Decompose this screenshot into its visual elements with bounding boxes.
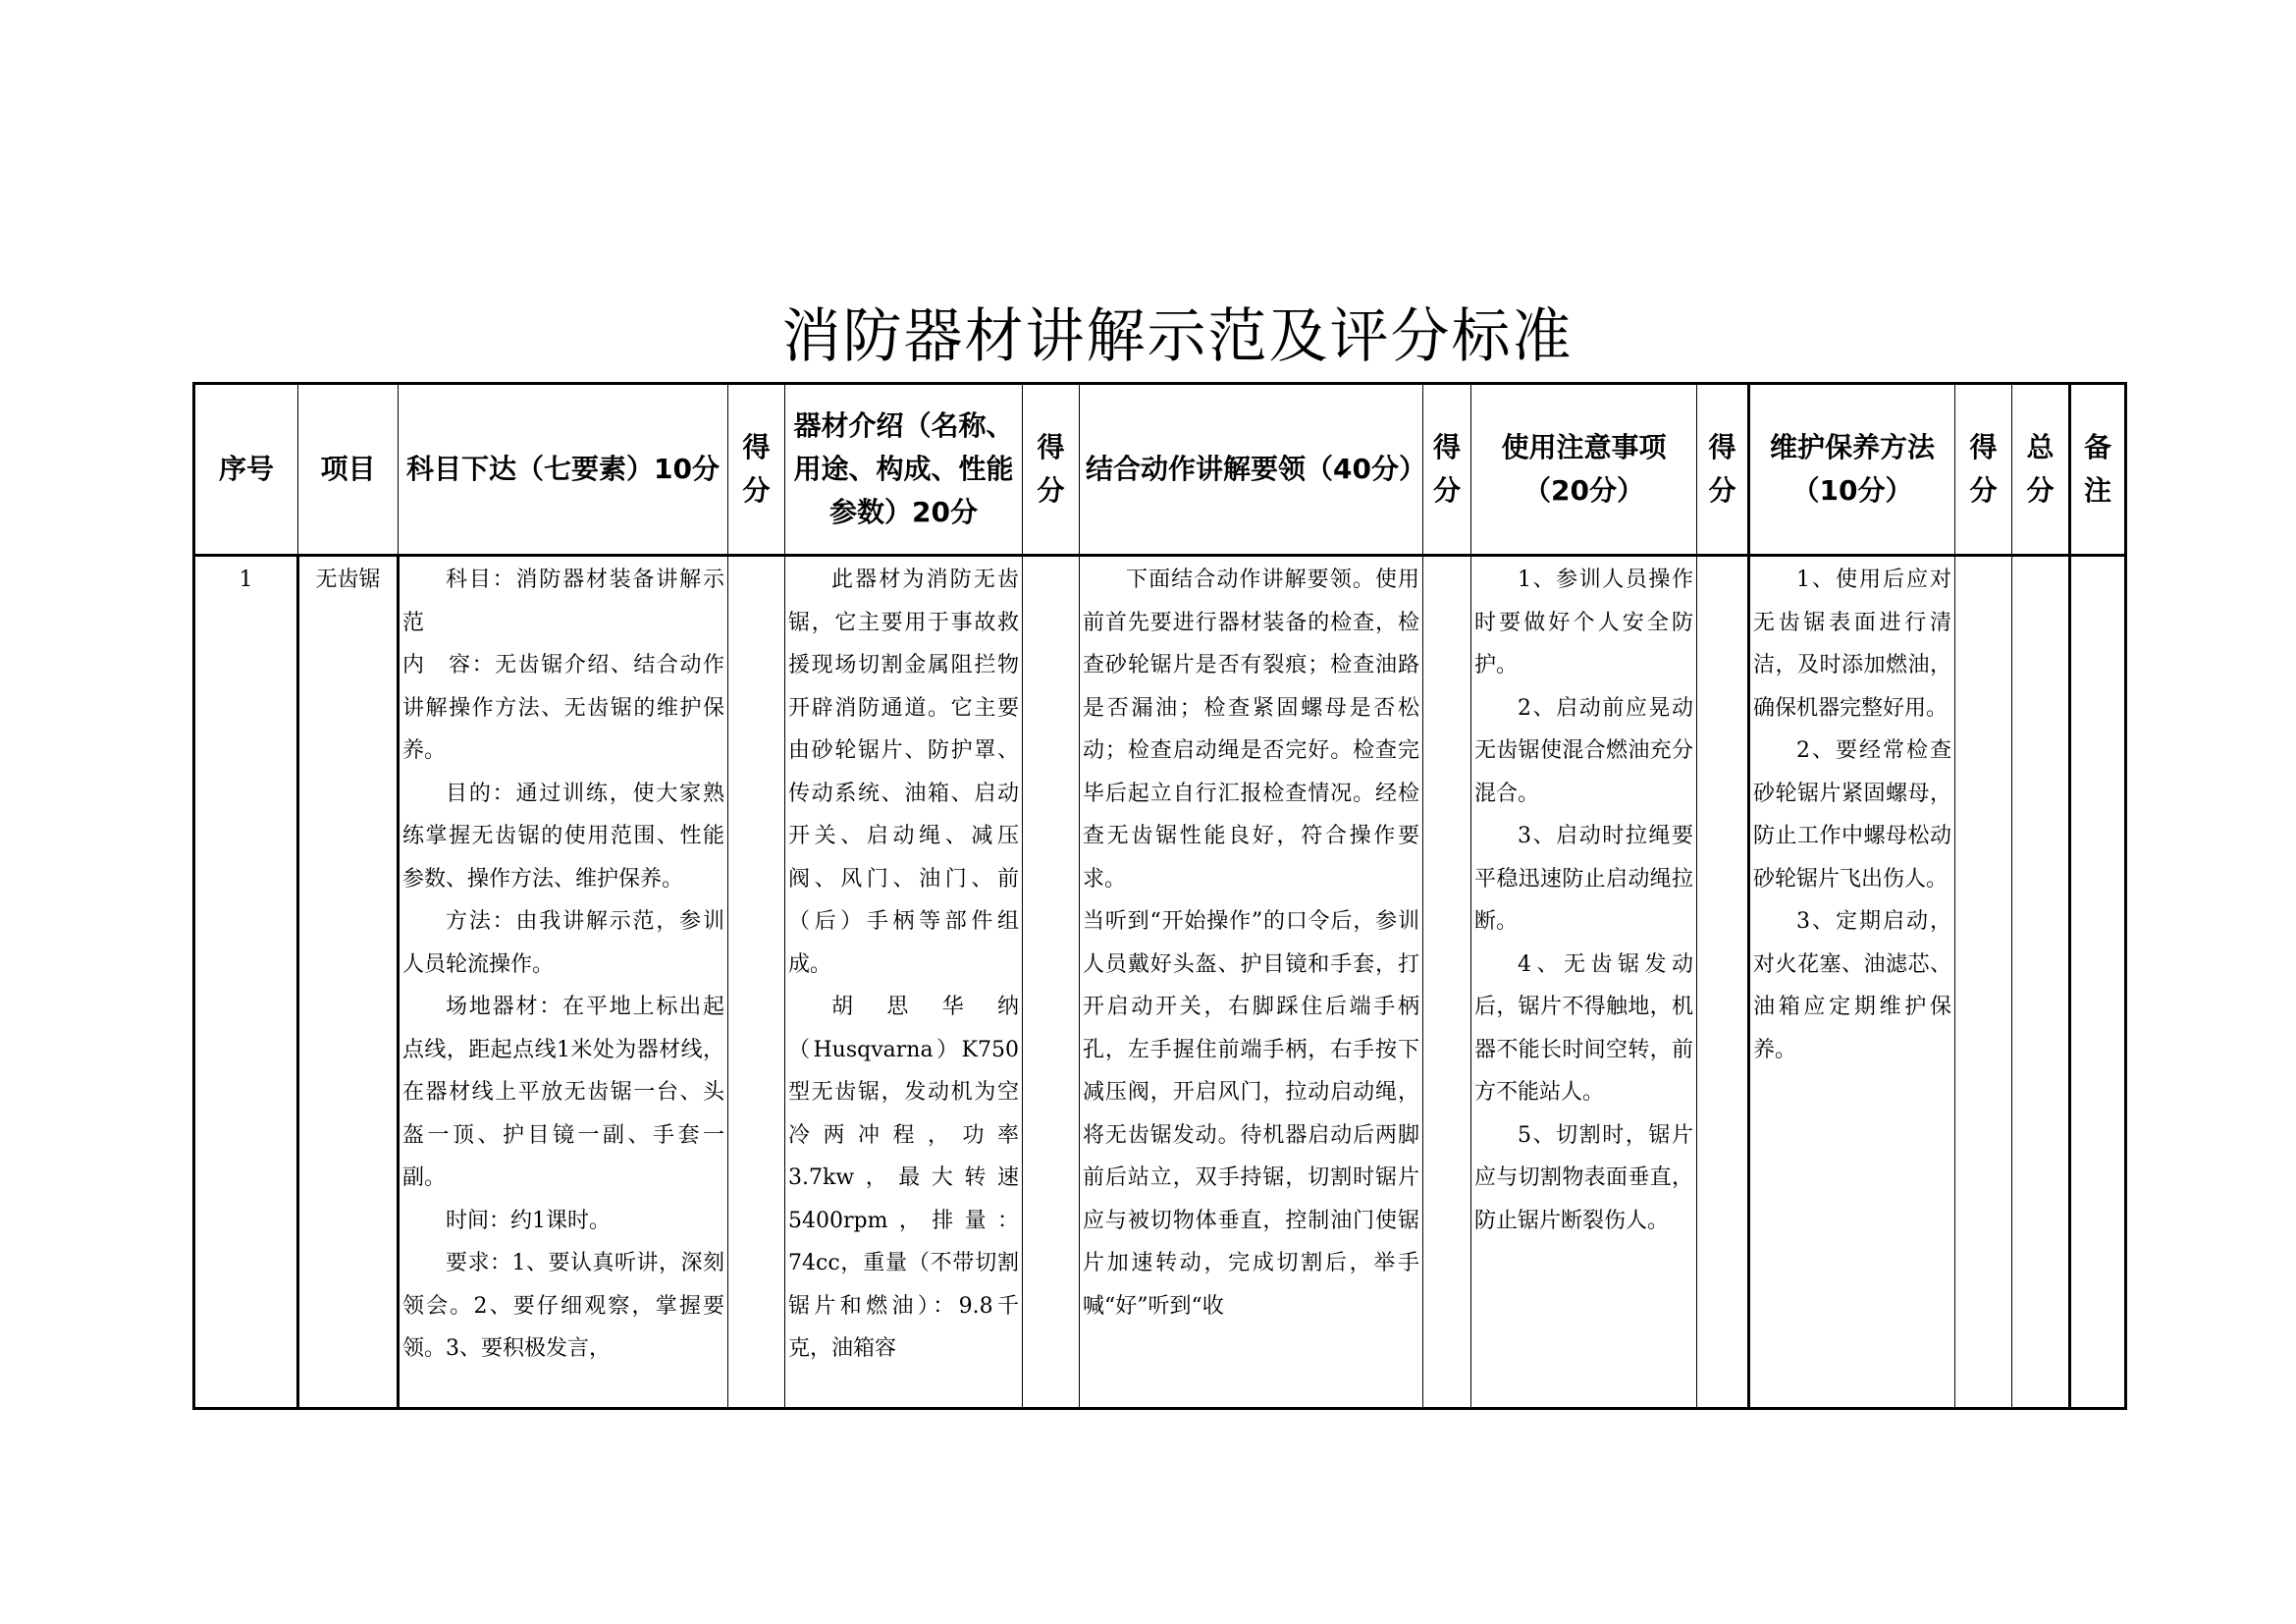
paragraph: 3、启动时拉绳要平稳迅速防止启动绳拉断。 (1474, 824, 1693, 934)
cell-precautions-score (1697, 556, 1749, 1409)
cell-remarks (2070, 556, 2126, 1409)
cell-subject-score (728, 556, 785, 1409)
paragraph: 下面结合动作讲解要领。使用前首先要进行器材装备的检查，检查砂轮锯片是否有裂痕；检查油路是否漏油；检查紧固螺母是否松动；检查启动绳是否完好。检查完毕后起立自行汇报检查情况。经检查无齿锯性能良好，符合操作要求。 (1083, 568, 1419, 892)
paragraph: 时间：约1课时。 (446, 1208, 611, 1233)
scoring-table (192, 382, 2127, 1410)
header-maintenance-score: 得分 (1955, 384, 2012, 556)
header-precautions-score: 得分 (1697, 384, 1749, 556)
paragraph: 1、使用后应对无齿锯表面进行清洁，及时添加燃油，确保机器完整好用。 (1753, 568, 1951, 721)
header-item: 项目 (298, 384, 399, 556)
paragraph: 方法：由我讲解示范，参训人员轮流操作。 (402, 909, 724, 977)
paragraph: 4、无齿锯发动后，锯片不得触地，机器不能长时间空转，前方不能站人。 (1474, 951, 1693, 1105)
cell-item: 无齿锯 (298, 556, 399, 1409)
paragraph: 1、参训人员操作时要做好个人安全防护。 (1474, 568, 1693, 677)
header-subject: 科目下达（七要素）10分 (399, 384, 728, 556)
paragraph: 场地器材：在平地上标出起点线，距起点线1米处为器材线，在器材线上平放无齿锯一台、头盔一顶、护目镜一副、手套一副。 (402, 995, 724, 1190)
cell-equipment (785, 556, 1023, 1409)
header-action: 结合动作讲解要领（40分） (1080, 384, 1423, 556)
cell-index: 1 (194, 556, 298, 1409)
subject-text (400, 557, 727, 1407)
paragraph: 当听到“开始操作”的口令后，参训人员戴好头盔、护目镜和手套，打开启动开关，右脚踩住后端手柄孔，左手握住前端手柄，右手按下减压阀，开启风门，拉动启动绳，将无齿锯发动。待机器启动后两脚前后站立，双手持锯，切割时锯片应与被切物体垂直，控制油门使锯片加速转动，完成切割后，举手喊“好”听到“收 (1083, 909, 1419, 1319)
header-equipment-score: 得分 (1023, 384, 1080, 556)
header-subject-score: 得分 (728, 384, 785, 556)
paragraph: 此器材为消防无齿锯，它主要用于事故救援现场切割金属阻拦物开辟消防通道。它主要由砂轮锯片、防护罩、传动系统、油箱、启动开关、启动绳、减压阀、风门、油门、前（后）手柄等部件组成。 (788, 568, 1019, 977)
equipment-text (785, 557, 1022, 1407)
paragraph: 内 容：无齿锯介绍、结合动作讲解操作方法、无齿锯的维护保养。 (402, 653, 724, 763)
paragraph: 要求：1、要认真听讲，深刻领会。2、要仔细观察，掌握要领。3、要积极发言， (402, 1251, 724, 1361)
paragraph: 科目：消防器材装备讲解示范 (402, 568, 724, 635)
cell-maintenance-score (1955, 556, 2012, 1409)
cell-subject (399, 556, 728, 1409)
paragraph: 2、启动前应晃动无齿锯使混合燃油充分混合。 (1474, 695, 1693, 806)
header-row (194, 384, 2126, 556)
paragraph: 胡思华纳（Husqvarna）K750型无齿锯，发动机为空冷两冲程，功率3.7kw，最大转速5400rpm，排量：74cc，重量（不带切割锯片和燃油）：9.8千克，油箱容 (788, 995, 1019, 1361)
header-remarks: 备注 (2070, 384, 2126, 556)
paragraph: 5、切割时，锯片应与切割物表面垂直，防止锯片断裂伤人。 (1474, 1122, 1693, 1233)
header-total: 总分 (2012, 384, 2070, 556)
paragraph: 2、要经常检查砂轮锯片紧固螺母，防止工作中螺母松动砂轮锯片飞出伤人。 (1753, 738, 1951, 892)
header-index: 序号 (194, 384, 298, 556)
action-text (1080, 557, 1422, 1407)
header-precautions: 使用注意事项（20分） (1471, 384, 1697, 556)
paragraph: 3、定期启动，对火花塞、油滤芯、油箱应定期维护保养。 (1753, 909, 1951, 1062)
header-maintenance: 维护保养方法（10分） (1749, 384, 1955, 556)
precautions-text (1471, 557, 1696, 1407)
cell-maintenance (1749, 556, 1955, 1409)
header-action-score: 得分 (1423, 384, 1471, 556)
cell-total-score (2012, 556, 2070, 1409)
cell-action-score (1423, 556, 1471, 1409)
header-equipment: 器材介绍（名称、用途、构成、性能参数）20分 (785, 384, 1023, 556)
paragraph: 目的：通过训练，使大家熟练掌握无齿锯的使用范围、性能参数、操作方法、维护保养。 (402, 781, 724, 892)
cell-precautions (1471, 556, 1697, 1409)
cell-action (1080, 556, 1423, 1409)
maintenance-text (1750, 557, 1954, 1407)
page-title: 消防器材讲解示范及评分标准 (781, 302, 1574, 371)
table-row (194, 556, 2126, 1409)
cell-equipment-score (1023, 556, 1080, 1409)
